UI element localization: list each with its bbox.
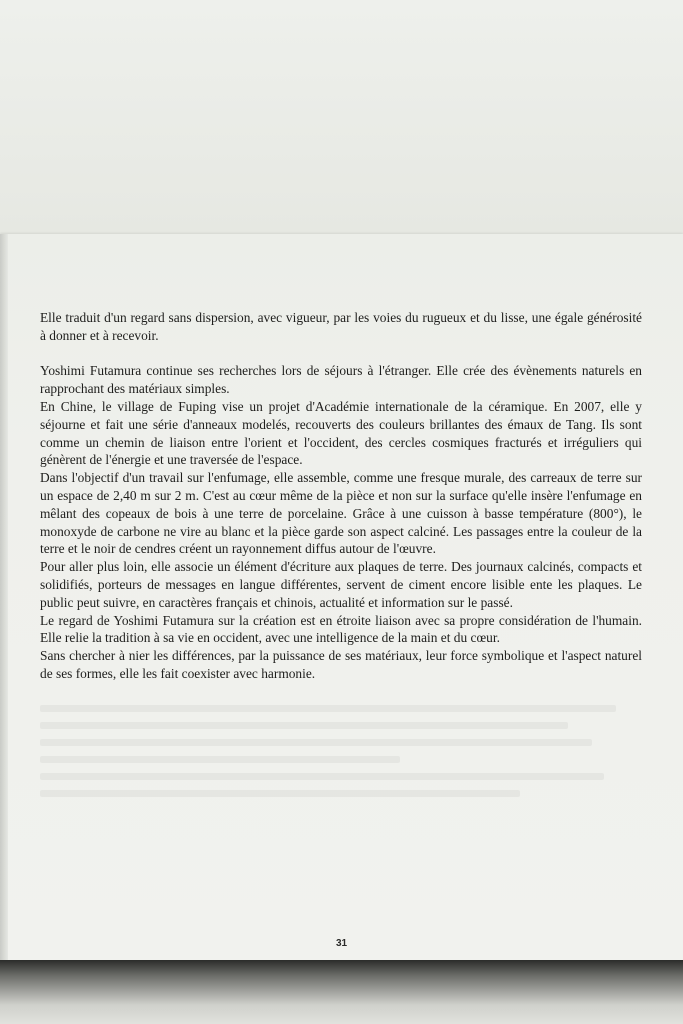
paragraph: Yoshimi Futamura continue ses recherches lors de séjours à l'étranger. Elle crée des évènements naturels en rapprochant des matériaux simples. (40, 363, 642, 397)
body-text (40, 309, 642, 683)
paragraph: Pour aller plus loin, elle associe un élément d'écriture aux plaques de terre. Des journaux calcinés, compacts et solidifiés, porteurs de messages en langue différentes, servent de ciment encore lisible ente les plaques. Le public peut suivre, en caractères français et chinois, actualité et information sur le passé. (40, 559, 642, 610)
paragraph: En Chine, le village de Fuping vise un projet d'Académie internationale de la céramique. En 2007, elle y séjourne et fait une série d'anneaux modelés, recouverts des couleurs brillantes des émaux de Tang. Ils sont comme un chemin de liaison entre l'orient et l'occident, des cercles cosmiques fracturés et irréguliers qui génèrent de l'énergie et une traversée de l'espace. (40, 398, 642, 468)
show-through-text (40, 705, 640, 825)
paragraph-spacer (40, 345, 642, 363)
background-wall (0, 0, 683, 236)
paragraph: Sans chercher à nier les différences, par la puissance de ses matériaux, leur force symbolique et l'aspect naturel de ses formes, elle les fait coexister avec harmonie. (40, 648, 642, 681)
page-binding-edge (0, 234, 8, 972)
page-number: 31 (335, 938, 348, 949)
paragraph: Le regard de Yoshimi Futamura sur la création est en étroite liaison avec sa propre considération de l'humain. Elle relie la tradition à sa vie en occident, avec une intelligence de la main et du cœur. (40, 612, 642, 646)
page-bottom-shadow (0, 960, 683, 1024)
paragraph: Dans l'objectif d'un travail sur l'enfumage, elle assemble, comme une fresque murale, des carreaux de terre sur un espace de 2,40 m sur 2 m. C'est au cœur même de la pièce et non sur la surface qu'elle insère l'enfumage en mêlant des copeaux de bois à une terre de porcelaine. Grâce à une cuisson à basse température (800°), le monoxyde de carbone ne vire au blanc et la pièce garde son aspect calciné. Les passages entre la couleur de la terre et le noir de cendres créent un rayonnement diffus autour de l'œuvre. (40, 470, 642, 557)
paragraph: Elle traduit d'un regard sans dispersion, avec vigueur, par les voies du rugueux et du lisse, une égale générosité à donner et à recevoir. (40, 310, 642, 343)
